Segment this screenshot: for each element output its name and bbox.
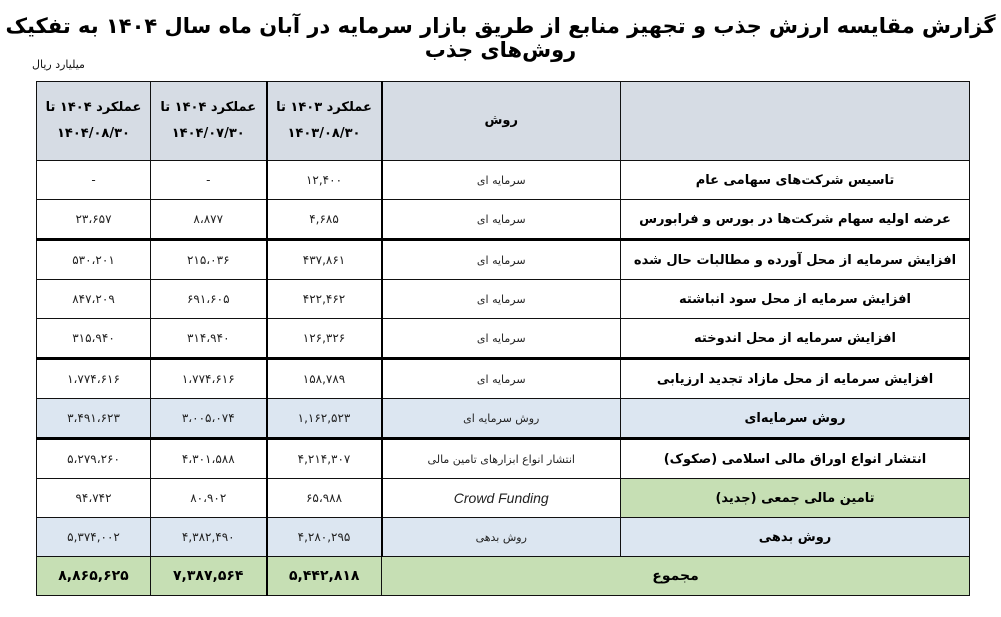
row-v1: ۴,۲۸۰,۲۹۵ (267, 518, 382, 557)
row-desc: تامین مالی جمعی (جدید) (621, 479, 970, 518)
row-v1: ۴,۲۱۴,۳۰۷ (267, 439, 382, 479)
report-title: گزارش مقایسه ارزش جذب و تجهیز منابع از طریق بازار سرمایه در آبان ماه سال ۱۴۰۴ به تفکیک روش‌های جذب (5, 14, 996, 62)
table-row (37, 439, 970, 479)
total-row (37, 557, 970, 596)
row-v3: ۱،۷۷۴،۶۱۶ (37, 359, 151, 399)
row-v2: ۸۰،۹۰۲ (151, 479, 267, 518)
table-row (37, 161, 970, 200)
row-v1: ۱۲۶,۳۲۶ (267, 319, 382, 359)
row-method: انتشار انواع ابزارهای تامین مالی (382, 439, 621, 479)
row-v2: ۳۱۴،۹۴۰ (151, 319, 267, 359)
row-v1: ۴,۶۸۵ (267, 200, 382, 240)
row-v1: ۱۲,۴۰۰ (267, 161, 382, 200)
table-row (37, 359, 970, 399)
row-v2: ۲۱۵،۰۳۶ (151, 240, 267, 280)
table-row (37, 319, 970, 359)
row-v3: ۵۳۰،۲۰۱ (37, 240, 151, 280)
header-col1: عملکرد ۱۴۰۳ تا ۱۴۰۳/۰۸/۳۰ (267, 82, 382, 161)
row-method: سرمایه ای (382, 240, 621, 280)
row-v1: ۶۵،۹۸۸ (267, 479, 382, 518)
row-desc: افزایش سرمایه از محل آورده و مطالبات حال شده (621, 240, 970, 280)
row-v1: ۱۵۸,۷۸۹ (267, 359, 382, 399)
row-desc: افزایش سرمایه از محل مازاد تجدید ارزیابی (621, 359, 970, 399)
header-col3: عملکرد ۱۴۰۴ تا ۱۴۰۴/۰۸/۳۰ (37, 82, 151, 161)
header-desc (621, 82, 970, 161)
table-row-crowdfunding (37, 479, 970, 518)
header-col2: عملکرد ۱۴۰۴ تا ۱۴۰۴/۰۷/۳۰ (151, 82, 267, 161)
row-desc: تاسیس شرکت‌های سهامی عام (621, 161, 970, 200)
table-row (37, 200, 970, 240)
row-desc: عرضه اولیه سهام شرکت‌ها در بورس و فرابورس (621, 200, 970, 240)
row-desc: انتشار انواع اوراق مالی اسلامی (صکوک) (621, 439, 970, 479)
table-row (37, 240, 970, 280)
row-method: روش سرمایه ای (382, 399, 621, 439)
row-v1: ۱,۱۶۲,۵۲۳ (267, 399, 382, 439)
total-v2: ۷,۳۸۷,۵۶۴ (151, 557, 267, 596)
table-row (37, 280, 970, 319)
row-method: سرمایه ای (382, 280, 621, 319)
row-v3: ۸۴۷،۲۰۹ (37, 280, 151, 319)
row-v1: ۴۲۲,۴۶۲ (267, 280, 382, 319)
subtotal-row-debt (37, 518, 970, 557)
row-v2: ۶۹۱،۶۰۵ (151, 280, 267, 319)
row-method: سرمایه ای (382, 359, 621, 399)
header-row (37, 82, 970, 161)
row-desc: افزایش سرمایه از محل اندوخته (621, 319, 970, 359)
row-v2: ۳،۰۰۵،۰۷۴ (151, 399, 267, 439)
capital-raising-table (36, 81, 970, 596)
row-v3: - (37, 161, 151, 200)
row-v1: ۴۳۷,۸۶۱ (267, 240, 382, 280)
row-desc: روش بدهی (621, 518, 970, 557)
row-method: Crowd Funding (382, 479, 621, 518)
row-v2: ۱،۷۷۴،۶۱۶ (151, 359, 267, 399)
row-method: سرمایه ای (382, 161, 621, 200)
row-v3: ۲۳،۶۵۷ (37, 200, 151, 240)
row-v3: ۵،۲۷۹،۲۶۰ (37, 439, 151, 479)
row-v3: ۳۱۵،۹۴۰ (37, 319, 151, 359)
row-method: سرمایه ای (382, 200, 621, 240)
unit-label: میلیارد ریال (32, 58, 85, 71)
row-v2: ۴,۳۸۲,۴۹۰ (151, 518, 267, 557)
row-desc: افزایش سرمایه از محل سود انباشته (621, 280, 970, 319)
row-v2: ۸،۸۷۷ (151, 200, 267, 240)
row-v2: - (151, 161, 267, 200)
total-v3: ۸,۸۶۵,۶۲۵ (37, 557, 151, 596)
row-v3: ۵,۳۷۴,۰۰۲ (37, 518, 151, 557)
subtotal-row-equity (37, 399, 970, 439)
header-method: روش (382, 82, 621, 161)
row-method: روش بدهی (382, 518, 621, 557)
row-method: سرمایه ای (382, 319, 621, 359)
row-v2: ۴،۳۰۱،۵۸۸ (151, 439, 267, 479)
row-v3: ۳،۴۹۱،۶۲۳ (37, 399, 151, 439)
row-desc: روش سرمایه‌ای (621, 399, 970, 439)
row-v3: ۹۴،۷۴۲ (37, 479, 151, 518)
total-label: مجموع (382, 557, 970, 596)
total-v1: ۵,۴۴۲,۸۱۸ (267, 557, 382, 596)
